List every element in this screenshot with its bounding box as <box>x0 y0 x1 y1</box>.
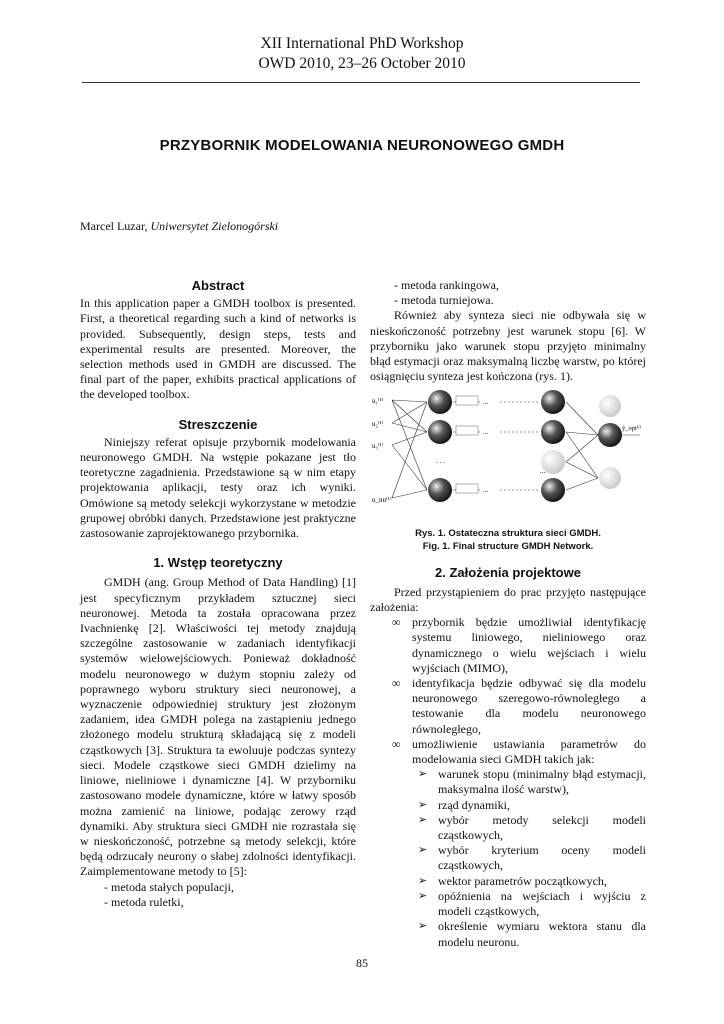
figure-gmdh-network <box>370 390 646 552</box>
input-label: u₃⁽¹⁾ <box>372 442 384 451</box>
section2-intro: Przed przystąpieniem do prac przyjęto następujące założenia: <box>370 584 646 615</box>
header-rule <box>82 82 640 83</box>
author-name: Marcel Luzar, <box>80 219 151 233</box>
neuron-rejected <box>599 467 621 489</box>
input-label: u₁⁽¹⁾ <box>372 397 384 406</box>
parameter-item: ➢ opóźnienia na wejściach i wyjściu z modeli cząstkowych, <box>418 888 646 919</box>
conference-name: XII International PhD Workshop <box>260 35 464 52</box>
right-column <box>370 278 646 950</box>
neuron-rejected <box>599 395 621 417</box>
assumption-item: ∞ umożliwienie ustawiania parametrów do modelowania sieci GMDH takich jak: <box>392 736 646 767</box>
abstract-heading: Abstract <box>191 278 245 293</box>
abstract-text: In this application paper a GMDH toolbox is presented. First, a theoretical regarding such a kind of networks is provided. Subsequently, design steps, tests and experimental results are presented. Moreover, the selection methods used in GMDH are discussed. The final part of the paper, exhibits practical applications of the developed toolbox. <box>80 296 356 402</box>
section1-heading: 1. Wstęp teoretyczny <box>153 555 283 571</box>
output-box <box>456 396 478 405</box>
svg-text:...: ... <box>483 398 489 407</box>
output-box <box>456 484 478 493</box>
streszczenie-heading: Streszczenie <box>178 416 258 432</box>
neuron-dark <box>428 390 452 414</box>
output-box <box>456 426 478 435</box>
neuron-dark <box>428 420 452 444</box>
neuron-output <box>598 423 622 447</box>
conference-date: OWD 2010, 23–26 October 2010 <box>258 55 466 72</box>
neuron-dark <box>541 420 565 444</box>
section2-heading: 2. Założenia projektowe <box>435 564 581 580</box>
svg-text:. . .: . . . <box>436 457 445 466</box>
left-column <box>80 278 356 910</box>
parameter-item: ➢ rząd dynamiki, <box>418 797 510 812</box>
page-number: 85 <box>356 956 368 970</box>
output-label: ŷ_opt⁽ˡ⁾ <box>622 425 642 433</box>
svg-text:...: ... <box>483 486 489 495</box>
parameter-item: ➢ wybór metody selekcji modeli cząstkowych, <box>418 812 646 843</box>
figure-caption-pl: Rys. 1. Ostateczna struktura sieci GMDH. <box>415 527 601 539</box>
assumption-item: ∞ identyfikacja będzie odbywać się dla modelu neuronowego szeregowo-równoległego a testowanie dla modelu neuronowego równoległego, <box>392 676 646 736</box>
assumption-item: ∞ przybornik będzie umożliwiał identyfikację systemu liniowego, nieliniowego oraz dynamicznego o wielu wejściach i wielu wyjściach (MIMO), <box>392 615 646 675</box>
conference-header <box>0 34 724 74</box>
neuron-dark <box>541 390 565 414</box>
parameter-item: ➢ wybór kryterium oceny modeli cząstkowych, <box>418 843 646 873</box>
streszczenie-text: Niniejszy referat opisuje przybornik modelowania neuronowego GMDH. Na wstępie pokazane jest tło teoretyczne zagadnienia. Przedstawione są w nim etapy projektowania aplikacji, testy oraz ich wyniki. Omówione są metody selekcji wykorzystane w metodzie grupowej obróbki danych. Przedstawione jest praktyczne zastosowanie zaprojektowanego przybornika. <box>80 434 356 541</box>
stop-condition-text: Również aby synteza sieci nie odbywała się w nieskończoność potrzebny jest warunek stopu [6]. W przyborniku jako warunek stopu przyjęto minimalny błąd estymacji oraz maksymalną liczbę warstw, po której osiągnięciu synteza jest kończona (rys. 1). <box>370 308 646 384</box>
neuron-dark <box>428 478 452 502</box>
author-line <box>80 219 278 234</box>
parameter-item: ➢ określenie wymiaru wektora stanu dla modelu neuronu. <box>418 919 646 949</box>
selection-method-item: - metoda ruletki, <box>104 894 184 909</box>
parameter-item: ➢ wektor parametrów początkowych, <box>418 873 607 888</box>
selection-method-item: - metoda rankingowa, <box>394 278 499 292</box>
gmdh-network-diagram <box>370 390 646 520</box>
input-label: u_nu⁽¹⁾ <box>372 496 392 505</box>
input-label: u₂⁽¹⁾ <box>372 420 384 429</box>
author-affiliation: Uniwersytet Zielonogórski <box>150 219 279 233</box>
parameter-item: ➢ warunek stopu (minimalny błąd estymacji, maksymalna ilość warstw), <box>418 767 646 797</box>
svg-text:...: ... <box>540 467 546 476</box>
paper-title: PRZYBORNIK MODELOWANIA NEURONOWEGO GMDH <box>159 137 565 154</box>
figure-caption-en: Fig. 1. Final structure GMDH Network. <box>422 540 594 552</box>
svg-text:...: ... <box>483 428 489 437</box>
section1-text: GMDH (ang. Group Method of Data Handling) [1] jest specyficznym przykładem sztucznej sieci neuronowej. Metoda ta została opracowana przez Ivachnienkę [2]. Właściwości tej metody znajdują szczególne zastosowanie w zadaniach identyfikacji systemów wielowejściowych. Ponieważ dokładność modelu neuronowego w dużym stopniu zależy od poprawnego wyboru struktury sieci neuronowej, a wyznaczenie odpowiedniej struktury jest złożonym zadaniem, idea GMDH polega na zastąpieniu jednego złożonego modelu strukturą składającą się z modeli cząstkowych [3]. Struktura ta ewoluuje podczas syntezy sieci. Modele cząstkowe sieci GMDH dzielimy na liniowe, nieliniowe i dynamiczne [4]. W przyborniku zastosowano modele dynamiczne, które w łatwy sposób można zamienić na liniowe, podając zerowy rząd dynamiki. Aby struktura sieci GMDH nie rozrastała się w nieskończoność, potrzebne są metody selekcji, które będą odrzucały neurony o słabej zdolności identyfikacji. Zaimplementowane metody to [5]: <box>80 575 356 879</box>
input-connections <box>392 400 427 498</box>
selection-method-item: - metoda stałych populacji, <box>104 879 234 894</box>
selection-method-item: - metoda turniejowa. <box>394 293 494 308</box>
neuron-dark <box>541 478 565 502</box>
